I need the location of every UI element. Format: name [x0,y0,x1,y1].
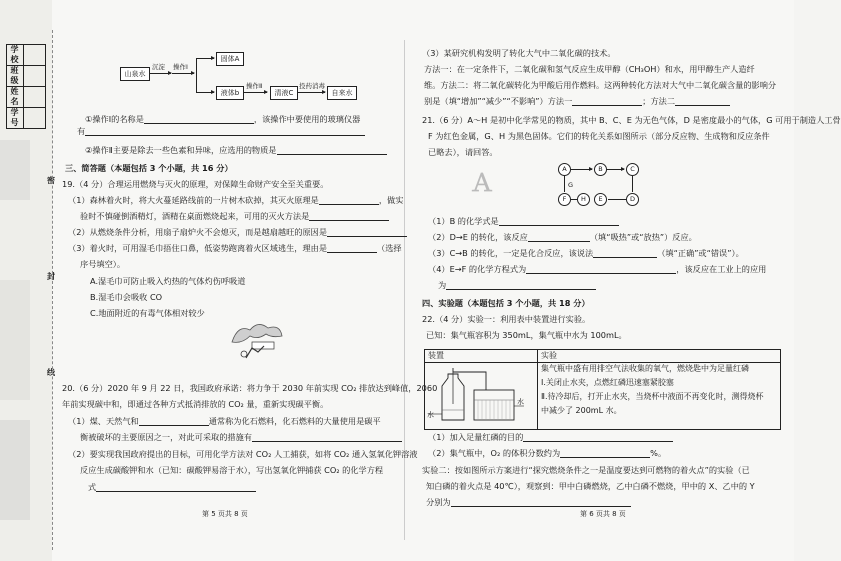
water-label-right: 水 [517,398,524,406]
edge-arrow [607,169,624,170]
flow-arrow [196,58,214,59]
flow-arrow [149,73,171,74]
node-e: E [594,193,607,206]
experiment-steps-cell [538,363,781,430]
flow-arrow [172,73,194,74]
answer-blank[interactable] [85,127,365,136]
page-footer-right: 第 6 页共 8 页 [580,510,626,518]
table-header-experiment: 实验 [538,350,781,363]
method-line-2: 维。方法二：将二氧化碳转化为甲酸后用作燃料。这两种转化方法对大气中二氧化碳含量的影响分 [424,80,777,90]
node-a: A [558,163,571,176]
answer-blank[interactable] [319,196,379,205]
exp2c-text: 分别为 [426,497,631,507]
label-number: 学号 [7,108,24,129]
q19-1-text: （1）森林着火时，将大火蔓延路线前的一片树木砍掉，其灭火原理是 ，做实 [68,195,404,205]
q21-stem-b: F 为红色金属，G、H 为黑色固体。它们的转化关系如图所示（部分反应物、生成物和反应条件 [428,131,770,141]
flow-arrow [196,92,214,93]
flow-liquid-b: 液体b [216,86,244,100]
q19-1b-text: 验时不慎碰倒酒精灯，酒精在桌面燃烧起来，可用的灭火方法是 [80,211,389,221]
answer-blank[interactable] [560,449,650,458]
table-header-apparatus: 装置 [425,350,538,363]
flow-disinfect-label: 投药消毒 [299,82,325,90]
q21-3-text: （3）C→B 的转化，一定是化合反应，该说法 （填“正确”或“错误”）。 [428,248,744,258]
experiment-step: Ⅱ.待冷却后，打开止水夹，当烧杯中液面不再变化时，测得烧杯 [541,392,764,401]
experiment-step: Ⅰ.关闭止水夹，点燃红磷迅速塞紧胶塞 [541,378,674,387]
q22-1-text: （1）加入足量红磷的目的 [428,432,673,442]
edge-line [632,176,633,192]
answer-blank[interactable] [327,228,407,237]
edge-line [571,199,577,200]
flow-step-label: 沉淀 [152,63,165,71]
node-h: H [577,193,590,206]
flow-op1-label: 操作Ⅰ [173,63,188,71]
answer-blank[interactable] [252,433,402,442]
q21-4b-text: 为 [438,280,596,290]
node-c: C [626,163,639,176]
q-op2-text: ②操作Ⅱ主要是除去一些色素和异味，应选用的物质是 [85,145,387,155]
method-line-3: 别是（填“增加”“减少”“不影响”）方法一 ；方法二 [424,96,730,106]
q22-2-text: （2）集气瓶中，O₂ 的体积分数约为 %。 [428,448,667,458]
page-footer-left: 第 5 页共 8 页 [202,510,248,518]
apparatus-illustration [426,364,530,428]
flow-tap-water: 自来水 [327,86,357,100]
option-b: B.湿毛巾会吸收 CO [90,292,163,302]
seal-mark-xian: 线 [47,368,55,377]
q20-stem-b: 年前实现碳中和，即通过各种方式抵消排放的 CO₂ 量，重新实现碳平衡。 [62,399,329,409]
q21-4-text: （4）E→F 的化学方程式为 ，该反应在工业上的应用 [428,264,767,274]
answer-blank[interactable] [139,417,209,426]
seal-dash-line [52,30,53,550]
number-field[interactable] [24,108,46,129]
edge-arrow [571,169,592,170]
node-d: D [626,193,639,206]
q21-1-text: （1）B 的化学式是 [428,216,619,226]
seal-mark-mi: 密 [47,176,55,185]
experiment-step: 集气瓶中盛有用排空气法收集的氧气，燃烧匙中为足量红磷 [541,364,749,373]
q19-stem: 19.（4 分）合理运用燃烧与灭火的原理，对保障生命财产安全至关重要。 [62,179,329,189]
answer-blank[interactable] [528,233,590,242]
q21-2-text: （2）D→E 的转化，该反应 （填“吸热”或“放热”）反应。 [428,232,697,242]
q20-2c-text: 式 [88,482,256,492]
experiment-table [424,349,781,430]
flow-branch [196,58,197,92]
exp2b-text: 知白磷的着火点是 40℃），观察到：甲中白磷燃烧，乙中白磷不燃烧，甲中的 X、乙中的 Y [426,481,755,491]
answer-blank[interactable] [309,212,389,221]
q20-2b-text: 反应生成碳酸钾和水（已知：碳酸钾易溶于水），写出氢氧化钾捕获 CO₂ 的化学方程 [80,465,384,475]
q20-3-text: （3）某研究机构发明了转化大气中二氧化碳的技术。 [422,48,616,58]
answer-blank[interactable] [523,433,673,442]
option-c: C.地面附近的有毒气体相对较少 [90,308,205,318]
flow-start: 山泉水 [120,67,150,81]
answer-blank[interactable] [451,498,631,507]
q-op1-tail: 有 [77,126,365,136]
flow-op2-label: 操作Ⅱ [246,82,263,90]
node-f: F [558,193,571,206]
flow-arrow [243,92,267,93]
exp2-text: 实验二：按如图所示方案进行“探究燃烧条件之一是温度要达到可燃物的着火点”的实验（已 [422,465,750,475]
school-field[interactable] [24,45,46,66]
flow-arrow [297,92,325,93]
apparatus-cell [425,363,538,430]
flow-solid-a: 固体A [216,52,244,66]
class-field[interactable] [24,66,46,87]
q22-known: 已知：集气瓶容积为 350mL，集气瓶中水为 100mL。 [426,330,627,340]
faded-watermark-text: Ａ [470,169,494,197]
q20-2-text: （2）要实现我国政府提出的目标，可用化学方法对 CO₂ 人工捕获，如将 CO₂ 通入氢氧化钾溶液 [68,449,418,459]
node-g-label: G [568,181,574,189]
section-4-heading: 四、实验题（本题包括 3 个小题，共 18 分） [422,298,590,308]
q22-stem: 22.（4 分）实验一：利用表中装置进行实验。 [422,314,591,324]
name-field[interactable] [24,87,46,108]
student-info-table [6,44,46,129]
escape-illustration [228,318,286,360]
q20-1b-text: 衡被破坏的主要原因之一，对此可采取的措施有 [80,432,402,442]
answer-blank[interactable] [96,483,256,492]
edge-line [608,199,626,200]
edge-line [564,176,565,192]
answer-blank[interactable] [593,249,657,258]
page-divider [404,40,405,540]
q20-stem: 20.（6 分）2020 年 9 月 22 日，我国政府承诺：将力争于 2030 年前实现 CO₂ 排放达到峰值，2060 [62,383,438,393]
q21-stem: 21.（6 分）A～H 是初中化学常见的物质，其中 B、C、E 为无色气体，D 是密度最小的气体，G 可用于制造人工骨 [422,115,841,125]
q-op1-text: ①操作Ⅰ的名称是 ，该操作中要使用的玻璃仪器 [85,114,361,124]
section-3-heading: 三、简答题（本题包括 3 个小题，共 16 分） [65,163,233,173]
flow-clear-c: 清液C [270,86,298,100]
water-label-left: 水 [427,411,434,419]
answer-blank[interactable] [572,97,642,106]
q19-3-text: （3）着火时，可用湿毛巾捂住口鼻，低姿势跑离着火区域逃生，理由是 （选择 [68,243,402,253]
answer-blank[interactable] [675,97,730,106]
seal-mark-feng: 封 [47,272,55,281]
experiment-step: 中减少了 200mL 水。 [541,406,622,415]
answer-blank[interactable] [277,146,387,155]
answer-blank[interactable] [446,281,596,290]
q19-2-text: （2）从燃烧条件分析，用扇子扇炉火不会熄灭，而是越扇越旺的原因是 [68,227,407,237]
node-b: B [594,163,607,176]
answer-blank[interactable] [526,265,676,274]
label-class: 班级 [7,66,24,87]
answer-blank[interactable] [144,115,254,124]
label-name: 姓名 [7,87,24,108]
answer-blank[interactable] [499,217,619,226]
q19-3b-text: 序号填空）。 [80,259,126,269]
q21-stem-c: 已略去），请回答。 [428,147,498,157]
label-school: 学校 [7,45,24,66]
q20-1-text: （1）煤、天然气和 通常称为化石燃料，化石燃料的大量使用是碳平 [68,416,381,426]
answer-blank[interactable] [327,244,377,253]
option-a: A.湿毛巾可防止吸入灼热的气体灼伤呼吸道 [90,276,246,286]
method-line-1: 方法一：在一定条件下，二氧化碳和氢气反应生成甲醇（CH₃OH）和水，用甲醇生产人造纤 [424,64,755,74]
